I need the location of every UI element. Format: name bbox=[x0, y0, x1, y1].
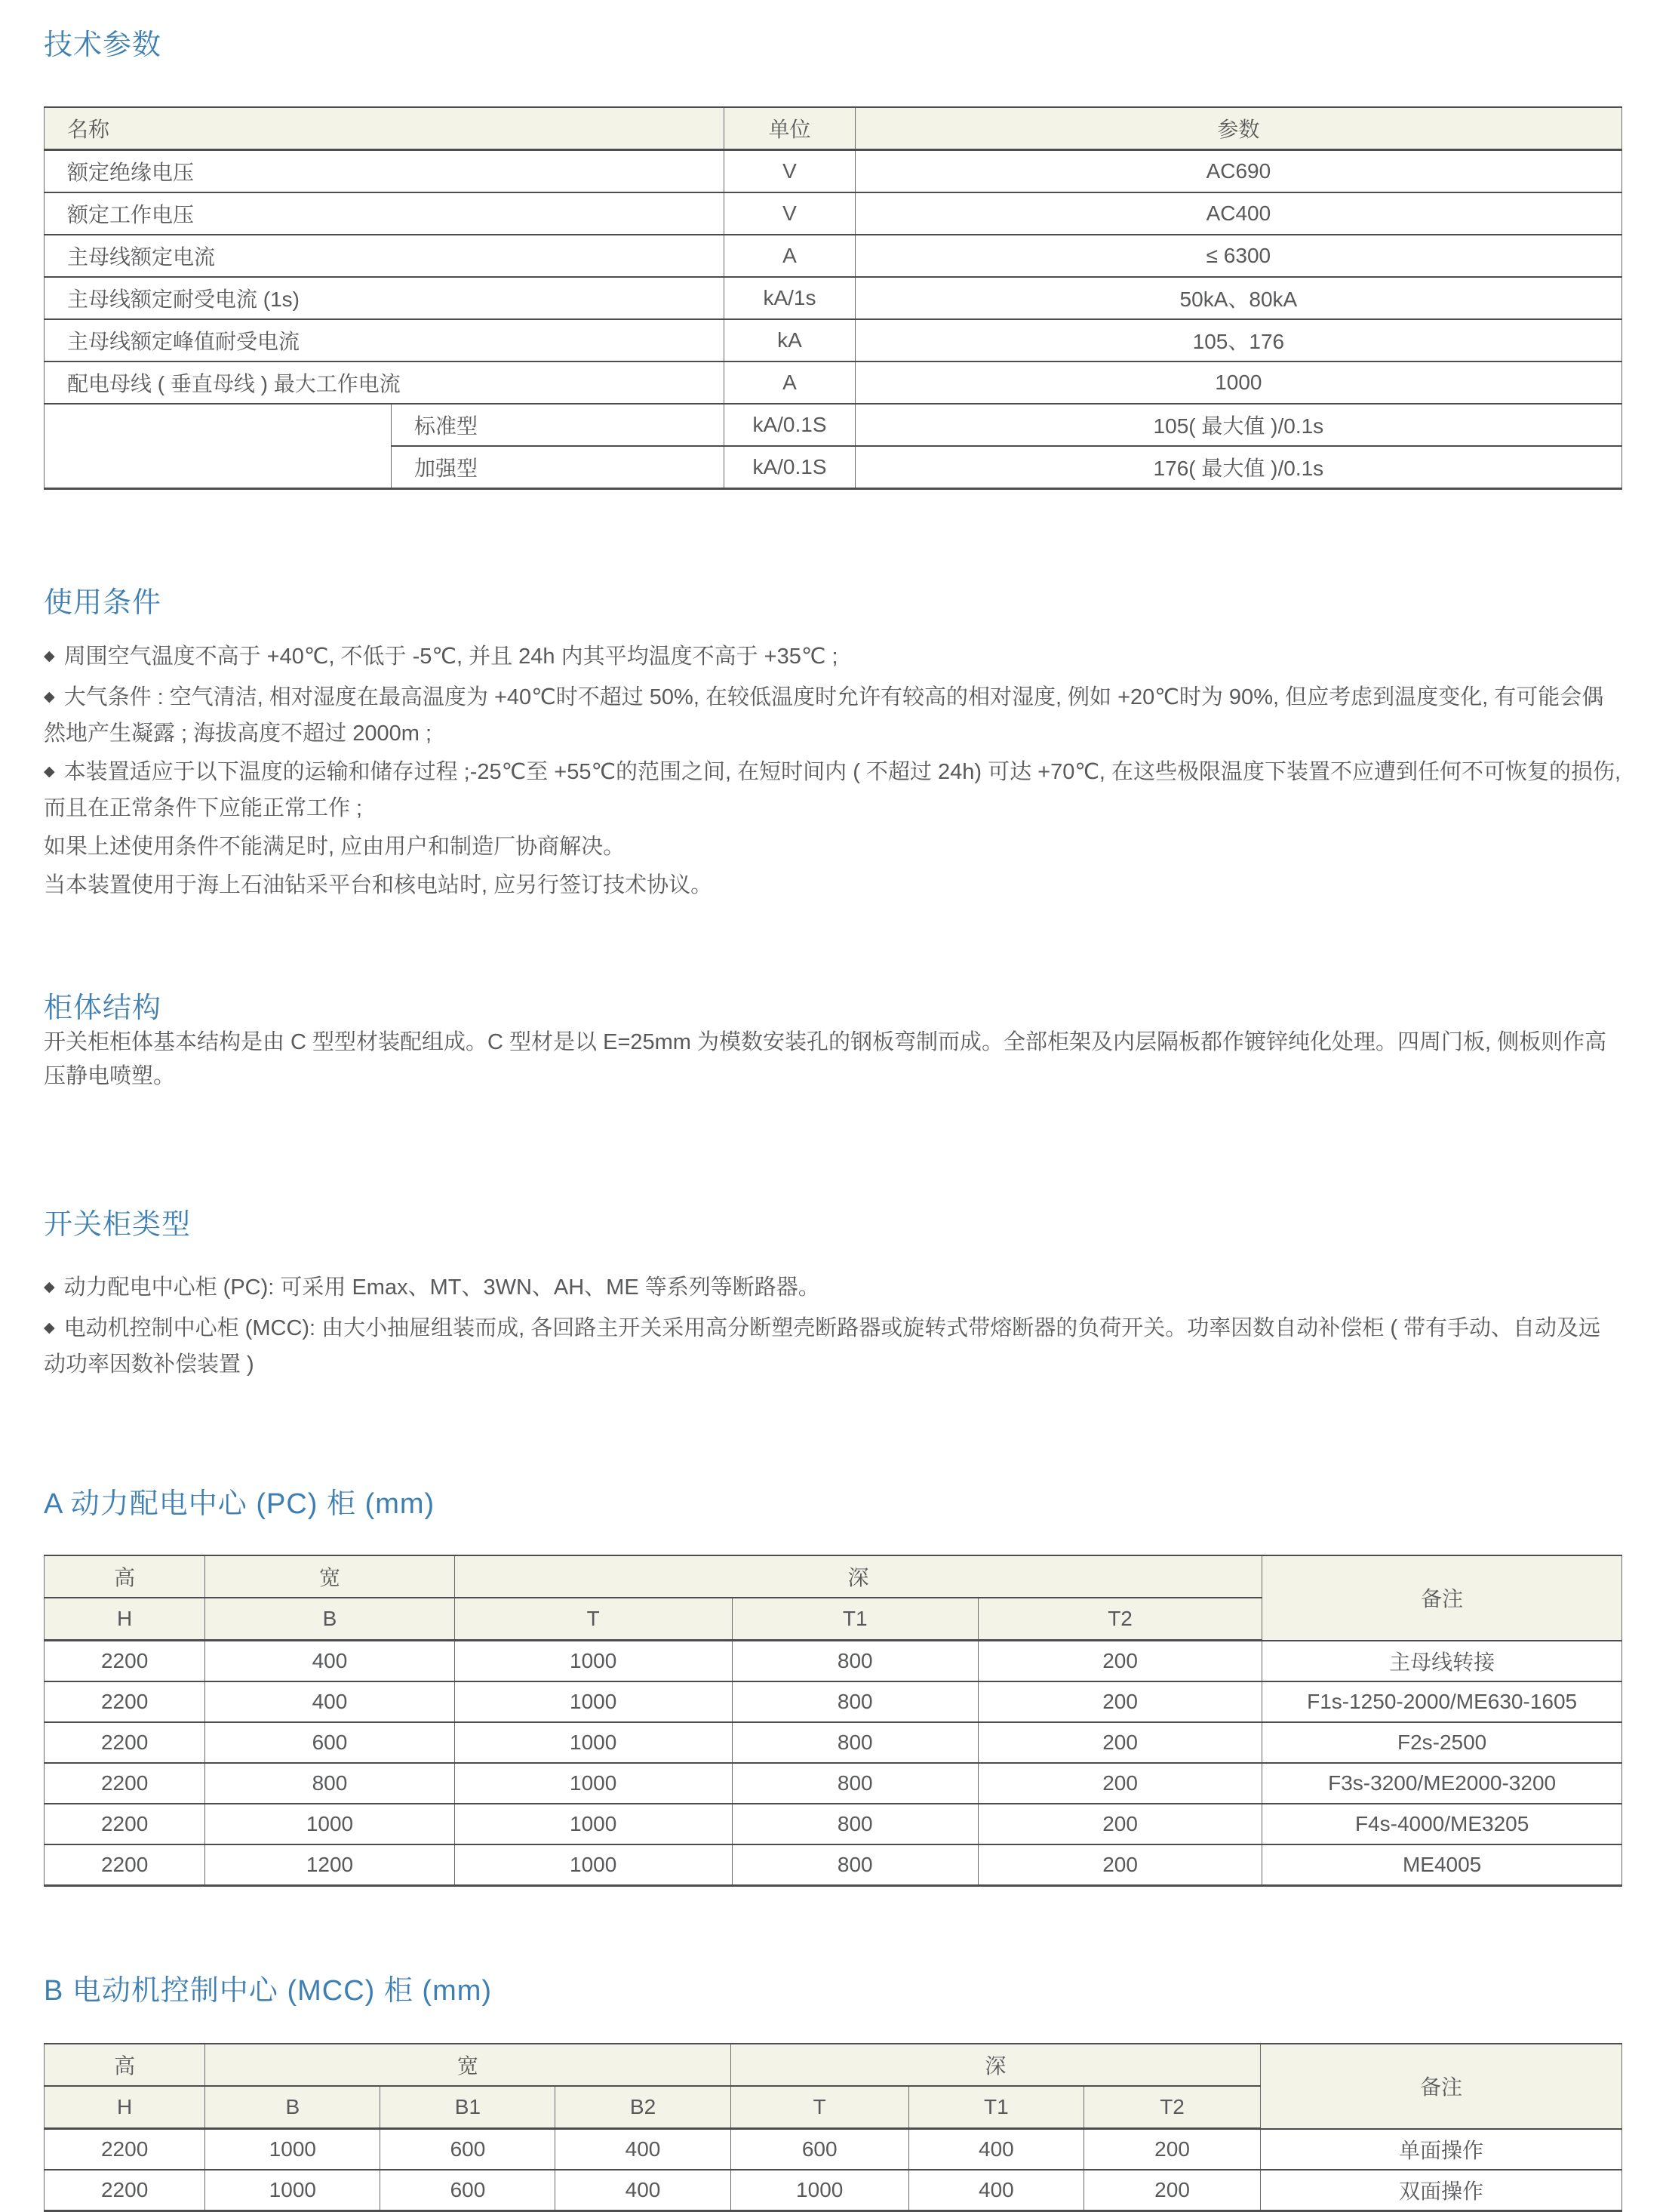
cell-remark: F1s-1250-2000/ME630-1605 bbox=[1262, 1681, 1622, 1722]
table-row bbox=[45, 1722, 1622, 1763]
group-header-height: 高 bbox=[45, 1555, 205, 1598]
bullet-item bbox=[44, 640, 1622, 676]
mcc-dimensions-table bbox=[44, 2043, 1622, 2212]
col-header: H bbox=[45, 1598, 205, 1641]
cell: 800 bbox=[205, 1763, 454, 1804]
table-header-row bbox=[45, 107, 1622, 150]
col-header: B bbox=[205, 1598, 454, 1641]
bullet-item bbox=[44, 681, 1622, 751]
table-row bbox=[45, 1804, 1622, 1844]
param-unit: kA/0.1S bbox=[724, 404, 856, 446]
cell: 400 bbox=[908, 2129, 1084, 2170]
cell: 400 bbox=[555, 2170, 730, 2211]
param-unit: kA/1s bbox=[724, 277, 856, 319]
cell: 200 bbox=[978, 1844, 1262, 1886]
cell: 1000 bbox=[454, 1763, 732, 1804]
cell: 800 bbox=[732, 1763, 978, 1804]
tech-params-title: 技术参数 bbox=[44, 29, 162, 61]
group-header-width: 宽 bbox=[205, 2044, 730, 2086]
cell: 1000 bbox=[205, 2170, 380, 2211]
param-name: 主母线额定电流 bbox=[45, 235, 724, 277]
cell: 2200 bbox=[45, 1844, 205, 1886]
col-header: B bbox=[205, 2086, 380, 2129]
cell-remark: F2s-2500 bbox=[1262, 1722, 1622, 1763]
cell-remark: 双面操作 bbox=[1261, 2170, 1622, 2211]
cell: 800 bbox=[732, 1844, 978, 1886]
param-unit: V bbox=[724, 192, 856, 235]
group-header-depth: 深 bbox=[454, 1555, 1262, 1598]
usage-conditions-title: 使用条件 bbox=[44, 587, 162, 619]
cell-remark: F3s-3200/ME2000-3200 bbox=[1262, 1763, 1622, 1804]
cell: 2200 bbox=[45, 1641, 205, 1682]
param-value: 176( 最大值 )/0.1s bbox=[855, 446, 1621, 489]
cell: 400 bbox=[205, 1641, 454, 1682]
table-row bbox=[45, 2170, 1622, 2211]
cell-remark: ME4005 bbox=[1262, 1844, 1622, 1886]
note-line: 当本装置使用于海上石油钻采平台和核电站时, 应另行签订技术协议。 bbox=[44, 873, 713, 897]
table-row bbox=[45, 2129, 1622, 2170]
col-header: B1 bbox=[380, 2086, 555, 2129]
param-value: 105、176 bbox=[855, 319, 1621, 361]
table-row bbox=[45, 404, 1622, 446]
cell: 1200 bbox=[205, 1844, 454, 1886]
cabinet-types-body bbox=[44, 1271, 1622, 1382]
param-unit: kA bbox=[724, 319, 856, 361]
cell-remark: 主母线转接 bbox=[1262, 1641, 1622, 1682]
col-header-unit: 单位 bbox=[724, 107, 856, 150]
col-header-value: 参数 bbox=[855, 107, 1621, 150]
table-row bbox=[45, 1763, 1622, 1804]
group-header-depth: 深 bbox=[730, 2044, 1261, 2086]
cabinet-types-title: 开关柜类型 bbox=[44, 1209, 192, 1241]
table-group-header-row bbox=[45, 2044, 1622, 2086]
cell: 400 bbox=[205, 1681, 454, 1722]
param-unit: kA/0.1S bbox=[724, 446, 856, 489]
param-value: ≤ 6300 bbox=[855, 235, 1621, 277]
cell: 800 bbox=[732, 1804, 978, 1844]
group-header-width: 宽 bbox=[205, 1555, 454, 1598]
diamond-bullet-icon: ◆ bbox=[44, 1320, 55, 1336]
cell: 600 bbox=[730, 2129, 908, 2170]
cell: 2200 bbox=[45, 1681, 205, 1722]
mcc-table-title: B 电动机控制中心 (MCC) 柜 (mm) bbox=[44, 1975, 493, 2007]
col-header: T1 bbox=[732, 1598, 978, 1641]
param-subtype: 加强型 bbox=[392, 446, 724, 489]
cell: 800 bbox=[732, 1681, 978, 1722]
bullet-text: 电动机控制中心柜 (MCC): 由大小抽屉组装而成, 各回路主开关采用高分断塑壳断路器或旋转式带熔断器的负荷开关。功率因数自动补偿柜 ( 带有手动、自动及远动功率因数补偿装置 ) bbox=[44, 1316, 1601, 1377]
param-name: 主母线额定峰值耐受电流 bbox=[45, 319, 724, 361]
cabinet-structure-title: 柜体结构 bbox=[44, 992, 162, 1024]
cell-remark: F4s-4000/ME3205 bbox=[1262, 1804, 1622, 1844]
cell-remark: 单面操作 bbox=[1261, 2129, 1622, 2170]
cell: 200 bbox=[978, 1722, 1262, 1763]
table-row bbox=[45, 1681, 1622, 1722]
col-header: T1 bbox=[908, 2086, 1084, 2129]
cell: 400 bbox=[555, 2129, 730, 2170]
col-header-name: 名称 bbox=[45, 107, 724, 150]
cell: 1000 bbox=[205, 1804, 454, 1844]
cell: 1000 bbox=[454, 1681, 732, 1722]
cell: 2200 bbox=[45, 1763, 205, 1804]
col-header: T bbox=[454, 1598, 732, 1641]
param-unit: V bbox=[724, 150, 856, 193]
diamond-bullet-icon: ◆ bbox=[44, 689, 55, 705]
table-row bbox=[45, 1641, 1622, 1682]
bullet-text: 动力配电中心柜 (PC): 可采用 Emax、MT、3WN、AH、ME 等系列等断路器。 bbox=[63, 1275, 820, 1300]
diamond-bullet-icon: ◆ bbox=[44, 648, 55, 664]
bullet-text: 周围空气温度不高于 +40℃, 不低于 -5℃, 并且 24h 内其平均温度不高于 +35℃ ; bbox=[63, 645, 838, 669]
cell: 1000 bbox=[454, 1722, 732, 1763]
pc-table-title: A 动力配电中心 (PC) 柜 (mm) bbox=[44, 1488, 435, 1520]
cell: 600 bbox=[380, 2170, 555, 2211]
note-line: 如果上述使用条件不能满足时, 应由用户和制造厂协商解决。 bbox=[44, 835, 626, 859]
param-subtype: 标准型 bbox=[392, 404, 724, 446]
cell: 2200 bbox=[45, 2129, 205, 2170]
table-row bbox=[45, 192, 1622, 235]
param-value: 1000 bbox=[855, 361, 1621, 404]
param-value: 50kA、80kA bbox=[855, 277, 1621, 319]
table-group-header-row bbox=[45, 1555, 1622, 1598]
cell: 200 bbox=[978, 1804, 1262, 1844]
cabinet-structure-paragraph: 开关柜柜体基本结构是由 C 型型材装配组成。C 型材是以 E=25mm 为模数安装孔的钢板弯制而成。全部柜架及内层隔板都作镀锌纯化处理。四周门板, 侧板则作高压静电喷塑。 bbox=[44, 1030, 1607, 1088]
param-unit: A bbox=[724, 235, 856, 277]
param-name: 额定绝缘电压 bbox=[45, 150, 724, 193]
param-value: AC400 bbox=[855, 192, 1621, 235]
col-header: B2 bbox=[555, 2086, 730, 2129]
group-header-remark: 备注 bbox=[1262, 1555, 1622, 1641]
cell: 600 bbox=[380, 2129, 555, 2170]
param-name: 额定工作电压 bbox=[45, 192, 724, 235]
param-value: AC690 bbox=[855, 150, 1621, 193]
table-row bbox=[45, 319, 1622, 361]
cell: 200 bbox=[1084, 2170, 1260, 2211]
col-header: T bbox=[730, 2086, 908, 2129]
usage-conditions-body bbox=[44, 640, 1622, 903]
cell: 400 bbox=[908, 2170, 1084, 2211]
bullet-item bbox=[44, 1312, 1622, 1382]
bullet-text: 大气条件 : 空气清洁, 相对湿度在最高温度为 +40℃时不超过 50%, 在较低温度时允许有较高的相对湿度, 例如 +20℃时为 90%, 但应考虑到温度变化, 有可能会偶然地产生凝露 ; 海拔高度不超过 2000m ; bbox=[44, 685, 1604, 746]
diamond-bullet-icon: ◆ bbox=[44, 1279, 55, 1295]
cell: 2200 bbox=[45, 2170, 205, 2211]
table-row bbox=[45, 150, 1622, 193]
bullet-item bbox=[44, 1271, 1622, 1307]
cell: 800 bbox=[732, 1722, 978, 1763]
table-row bbox=[45, 1844, 1622, 1886]
tech-params-table bbox=[44, 106, 1622, 490]
cell: 200 bbox=[1084, 2129, 1260, 2170]
cell: 1000 bbox=[454, 1641, 732, 1682]
cell: 800 bbox=[732, 1641, 978, 1682]
cell: 1000 bbox=[454, 1844, 732, 1886]
cell: 200 bbox=[978, 1763, 1262, 1804]
cell: 200 bbox=[978, 1681, 1262, 1722]
group-header-height: 高 bbox=[45, 2044, 205, 2086]
table-row bbox=[45, 277, 1622, 319]
bullet-item bbox=[44, 755, 1622, 826]
param-name: 配电母线 ( 垂直母线 ) 最大工作电流 bbox=[45, 361, 724, 404]
param-unit: A bbox=[724, 361, 856, 404]
param-name: 主母线额定耐受电流 (1s) bbox=[45, 277, 724, 319]
cell: 1000 bbox=[205, 2129, 380, 2170]
bullet-text: 本装置适应于以下温度的运输和储存过程 ;-25℃至 +55℃的范围之间, 在短时间内 ( 不超过 24h) 可达 +70℃, 在这些极限温度下装置不应遭到任何不可恢复的损伤, 而且在正常条件下应能正常工作 ; bbox=[44, 760, 1621, 820]
empty-cell bbox=[45, 404, 392, 489]
group-header-remark: 备注 bbox=[1261, 2044, 1622, 2129]
col-header: T2 bbox=[978, 1598, 1262, 1641]
cell: 1000 bbox=[730, 2170, 908, 2211]
table-row bbox=[45, 361, 1622, 404]
cell: 600 bbox=[205, 1722, 454, 1763]
cell: 200 bbox=[978, 1641, 1262, 1682]
cell: 2200 bbox=[45, 1722, 205, 1763]
cell: 2200 bbox=[45, 1804, 205, 1844]
diamond-bullet-icon: ◆ bbox=[44, 764, 55, 780]
col-header: T2 bbox=[1084, 2086, 1260, 2129]
col-header: H bbox=[45, 2086, 205, 2129]
cell: 1000 bbox=[454, 1804, 732, 1844]
table-row bbox=[45, 235, 1622, 277]
pc-dimensions-table bbox=[44, 1555, 1622, 1887]
param-value: 105( 最大值 )/0.1s bbox=[855, 404, 1621, 446]
